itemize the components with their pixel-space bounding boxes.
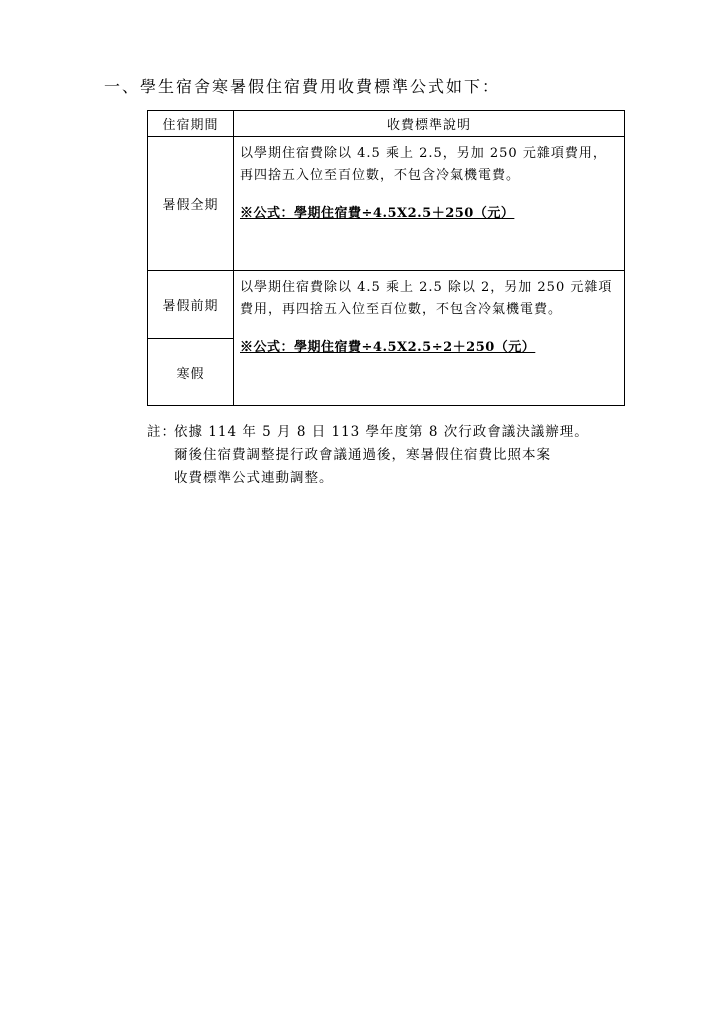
footnote-text-1: 依據 114 年 5 月 8 日 113 學年度第 8 次行政會議決議辦理。: [174, 424, 589, 440]
formula-summer-early: ※公式：學期住宿費÷4.5X2.5÷2＋250（元）: [240, 340, 536, 355]
section-heading: 一、學生宿舍寒暑假住宿費用收費標準公式如下：: [104, 77, 501, 96]
footnote-label: 註：: [147, 424, 176, 440]
period-winter: 寒假: [148, 339, 234, 406]
footnote-line-1: [147, 421, 589, 444]
footnote-text-2: 爾後住宿費調整提行政會議通過後，寒暑假住宿費比照本案: [174, 447, 551, 463]
fee-standard-table: [147, 110, 625, 406]
footnote-text-3: 收費標準公式連動調整。: [174, 470, 334, 486]
table-header-row: [148, 111, 625, 137]
header-standard: 收費標準說明: [234, 111, 625, 137]
desc-summer-early-text: 以學期住宿費除以 4.5 乘上 2.5 除以 2，另加 250 元雜項費用，再四捨五入位至百位數，不包含冷氣機電費。: [240, 280, 613, 317]
header-period: 住宿期間: [148, 111, 234, 137]
period-summer-early: 暑假前期: [148, 271, 234, 339]
footnote: [147, 421, 589, 490]
table-row-summer-full: [148, 137, 625, 271]
period-summer-full: 暑假全期: [148, 137, 234, 271]
formula-summer-full: ※公式：學期住宿費÷4.5X2.5＋250（元）: [240, 206, 515, 221]
desc-summer-full-text: 以學期住宿費除以 4.5 乘上 2.5，另加 250 元雜項費用，再四捨五入位至百位數，不包含冷氣機電費。: [240, 146, 607, 183]
table-row-summer-early: [148, 271, 625, 339]
desc-summer-full: [234, 137, 625, 271]
desc-summer-early-winter: [234, 271, 625, 406]
